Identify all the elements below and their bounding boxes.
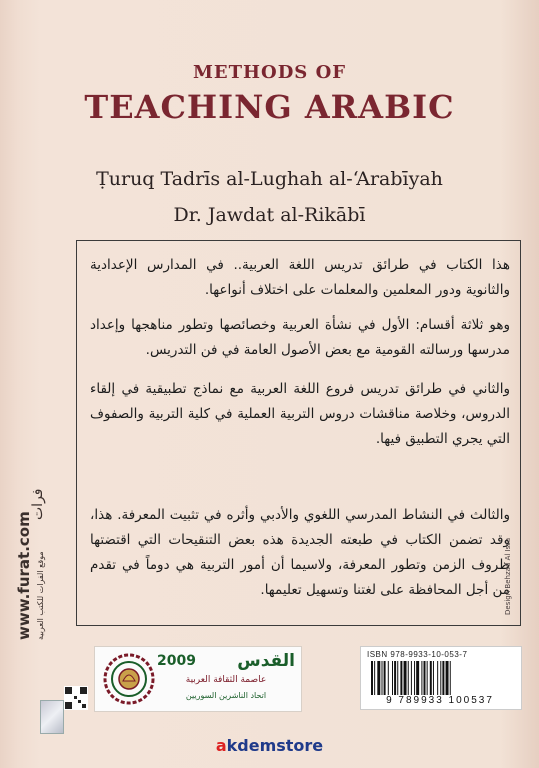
store-watermark [0, 736, 539, 755]
blurb-paragraph-3: والثاني في طرائق تدريس فروع اللغة العربية مع نماذج تطبيقية في إلقاء الدروس، وخلاصة مناقشات دروس التربية العملية في كلية التربية والصفوف التي يجري التطبيق فيها. [90, 381, 510, 447]
publisher-line-2: اتحاد الناشرين السوريين [185, 691, 267, 700]
furat-logo: فرات [30, 488, 46, 520]
store-prefix: a [215, 736, 227, 755]
side-tagline: موقع الفرات للكتب العربية [36, 551, 45, 640]
side-watermark [14, 488, 46, 640]
store-name: kdemstore [226, 736, 324, 755]
publisher-year: 2009 [157, 653, 196, 669]
side-url: www.furat.com [15, 511, 33, 640]
blurb-paragraph-2: وهو ثلاثة أقسام: الأول في نشأة العربية وخصائصها وتطور مناهجها وإعداد مدرسها ورسالته القومية مع بعض الأصول العامة في فن التدريس. [90, 317, 510, 358]
design-credit: Design Behzad Al Issa [504, 537, 512, 615]
isbn-label: ISBN 978-9933-10-053-7 [367, 650, 468, 659]
title-line-2: TEACHING ARABIC [84, 88, 455, 126]
transliterated-title: Ṭuruq Tadrīs al-Lughah al-ʻArabīyah [96, 168, 443, 190]
blurb-box [76, 240, 521, 626]
title-line-1: METHODS OF [192, 62, 347, 83]
publisher-box [94, 646, 302, 712]
blurb-paragraph-4: والثالث في النشاط المدرسي اللغوي والأدبي وأثره في تثبيت المعرفة. هذا، وقد تضمن الكتاب في طبعته الجديدة هذه بعض التنقيحات التي اقتضتها ظروف الزمن وتطور المعرفة، ولاسيما أن أمور التربية هي دوماً في تقدم من أجل المحافظة على لغتنا وتسهيل تعليمها. [90, 507, 510, 598]
jerusalem-emblem-icon [103, 653, 155, 705]
publisher-line-1: عاصمة الثقافة العربية [185, 675, 267, 685]
blurb-paragraph-1: هذا الكتاب في طرائق تدريس اللغة العربية.. في المدارس الإعدادية والثانوية ودور المعلمين والمعلمات على اختلاف أنواعها. [90, 257, 510, 298]
isbn-barcode-box [360, 646, 522, 710]
barcode-icon [369, 661, 513, 695]
publisher-name: القدس [237, 651, 295, 671]
hologram-sticker [40, 700, 64, 734]
qr-code-icon [64, 686, 88, 710]
author-name: Dr. Jawdat al-Rikābī [173, 204, 366, 226]
isbn-digits: 9 789933 100537 [386, 695, 494, 706]
